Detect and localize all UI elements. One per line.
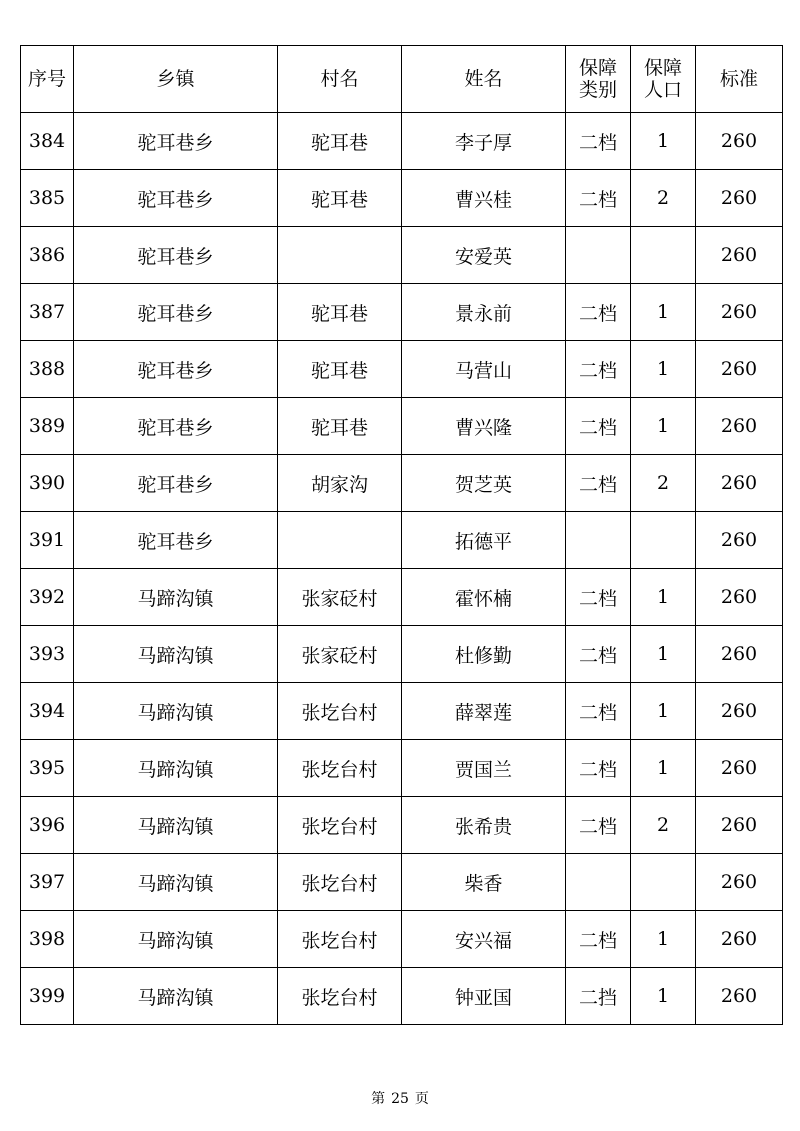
cell-village	[278, 227, 402, 284]
table-row	[21, 626, 783, 683]
cell-seq: 395	[21, 740, 74, 797]
cell-seq: 398	[21, 911, 74, 968]
cell-people: 1	[631, 398, 696, 455]
cell-name: 曹兴隆	[402, 398, 566, 455]
cell-people: 1	[631, 740, 696, 797]
table-header-row	[21, 46, 783, 113]
table-row	[21, 854, 783, 911]
page-footer	[0, 1088, 800, 1108]
cell-people: 1	[631, 569, 696, 626]
table-row	[21, 911, 783, 968]
cell-name: 曹兴桂	[402, 170, 566, 227]
cell-name: 霍怀楠	[402, 569, 566, 626]
cell-people	[631, 512, 696, 569]
cell-seq: 384	[21, 113, 74, 170]
cell-category: 二档	[566, 284, 631, 341]
cell-seq: 385	[21, 170, 74, 227]
cell-people	[631, 854, 696, 911]
cell-village: 胡家沟	[278, 455, 402, 512]
cell-people: 1	[631, 911, 696, 968]
cell-standard: 260	[696, 797, 783, 854]
cell-category: 二档	[566, 626, 631, 683]
cell-category: 二档	[566, 911, 631, 968]
table-row	[21, 569, 783, 626]
cell-seq: 391	[21, 512, 74, 569]
table-body	[21, 113, 783, 1025]
header-name: 姓名	[402, 46, 566, 113]
cell-seq: 399	[21, 968, 74, 1025]
cell-town: 驼耳巷乡	[74, 341, 278, 398]
cell-seq: 388	[21, 341, 74, 398]
cell-name: 柴香	[402, 854, 566, 911]
cell-village: 张圪台村	[278, 911, 402, 968]
cell-standard: 260	[696, 569, 783, 626]
table-row	[21, 341, 783, 398]
table-row	[21, 227, 783, 284]
cell-town: 驼耳巷乡	[74, 170, 278, 227]
assistance-roster-table	[20, 45, 783, 1025]
cell-seq: 393	[21, 626, 74, 683]
cell-category	[566, 854, 631, 911]
cell-people: 2	[631, 170, 696, 227]
footer-suffix: 页	[414, 1091, 429, 1107]
header-people: 保障人口	[631, 46, 696, 113]
cell-standard: 260	[696, 284, 783, 341]
cell-category: 二挡	[566, 968, 631, 1025]
cell-name: 钟亚国	[402, 968, 566, 1025]
table-row	[21, 455, 783, 512]
cell-standard: 260	[696, 170, 783, 227]
cell-standard: 260	[696, 683, 783, 740]
cell-seq: 390	[21, 455, 74, 512]
cell-standard: 260	[696, 227, 783, 284]
table-row	[21, 512, 783, 569]
cell-name: 马营山	[402, 341, 566, 398]
cell-standard: 260	[696, 113, 783, 170]
cell-people: 1	[631, 968, 696, 1025]
cell-village: 张圪台村	[278, 968, 402, 1025]
cell-village: 张圪台村	[278, 683, 402, 740]
table-row	[21, 683, 783, 740]
cell-town: 马蹄沟镇	[74, 683, 278, 740]
cell-town: 驼耳巷乡	[74, 227, 278, 284]
cell-name: 安爱英	[402, 227, 566, 284]
table-row	[21, 398, 783, 455]
header-category: 保障类别	[566, 46, 631, 113]
cell-people: 1	[631, 683, 696, 740]
cell-category: 二档	[566, 398, 631, 455]
cell-standard: 260	[696, 512, 783, 569]
cell-name: 李子厚	[402, 113, 566, 170]
footer-prefix: 第	[371, 1091, 386, 1107]
table-row	[21, 113, 783, 170]
cell-name: 景永前	[402, 284, 566, 341]
cell-village	[278, 512, 402, 569]
cell-people: 1	[631, 113, 696, 170]
cell-seq: 387	[21, 284, 74, 341]
cell-village: 驼耳巷	[278, 341, 402, 398]
cell-village: 驼耳巷	[278, 170, 402, 227]
cell-village: 张家砭村	[278, 626, 402, 683]
cell-town: 马蹄沟镇	[74, 569, 278, 626]
table-row	[21, 797, 783, 854]
cell-name: 安兴福	[402, 911, 566, 968]
cell-village: 张圪台村	[278, 740, 402, 797]
cell-people: 2	[631, 797, 696, 854]
cell-town: 驼耳巷乡	[74, 455, 278, 512]
cell-name: 贾国兰	[402, 740, 566, 797]
cell-standard: 260	[696, 341, 783, 398]
cell-category: 二档	[566, 740, 631, 797]
cell-people	[631, 227, 696, 284]
cell-village: 驼耳巷	[278, 398, 402, 455]
cell-town: 马蹄沟镇	[74, 854, 278, 911]
cell-name: 薛翠莲	[402, 683, 566, 740]
header-village: 村名	[278, 46, 402, 113]
cell-town: 马蹄沟镇	[74, 626, 278, 683]
cell-category: 二档	[566, 113, 631, 170]
cell-standard: 260	[696, 911, 783, 968]
header-standard: 标准	[696, 46, 783, 113]
cell-standard: 260	[696, 398, 783, 455]
cell-seq: 392	[21, 569, 74, 626]
cell-town: 马蹄沟镇	[74, 740, 278, 797]
cell-people: 1	[631, 626, 696, 683]
cell-village: 驼耳巷	[278, 284, 402, 341]
table-row	[21, 968, 783, 1025]
cell-town: 马蹄沟镇	[74, 968, 278, 1025]
table-row	[21, 284, 783, 341]
cell-standard: 260	[696, 455, 783, 512]
cell-standard: 260	[696, 968, 783, 1025]
cell-category: 二档	[566, 683, 631, 740]
cell-people: 2	[631, 455, 696, 512]
cell-name: 杜修勤	[402, 626, 566, 683]
table-row	[21, 740, 783, 797]
table-row	[21, 170, 783, 227]
cell-town: 驼耳巷乡	[74, 512, 278, 569]
cell-name: 拓德平	[402, 512, 566, 569]
cell-village: 张圪台村	[278, 797, 402, 854]
cell-name: 贺芝英	[402, 455, 566, 512]
cell-name: 张希贵	[402, 797, 566, 854]
cell-category: 二档	[566, 455, 631, 512]
cell-people: 1	[631, 284, 696, 341]
cell-category	[566, 512, 631, 569]
cell-seq: 389	[21, 398, 74, 455]
cell-category: 二档	[566, 797, 631, 854]
cell-seq: 396	[21, 797, 74, 854]
cell-seq: 394	[21, 683, 74, 740]
cell-seq: 397	[21, 854, 74, 911]
header-town: 乡镇	[74, 46, 278, 113]
cell-village: 张家砭村	[278, 569, 402, 626]
cell-category: 二档	[566, 341, 631, 398]
cell-standard: 260	[696, 740, 783, 797]
cell-town: 驼耳巷乡	[74, 284, 278, 341]
cell-village: 张圪台村	[278, 854, 402, 911]
page-number: 25	[391, 1091, 409, 1107]
cell-category: 二档	[566, 569, 631, 626]
cell-standard: 260	[696, 626, 783, 683]
cell-town: 驼耳巷乡	[74, 398, 278, 455]
cell-category	[566, 227, 631, 284]
cell-category: 二档	[566, 170, 631, 227]
header-seq: 序号	[21, 46, 74, 113]
cell-seq: 386	[21, 227, 74, 284]
cell-town: 马蹄沟镇	[74, 911, 278, 968]
cell-village: 驼耳巷	[278, 113, 402, 170]
cell-town: 驼耳巷乡	[74, 113, 278, 170]
cell-people: 1	[631, 341, 696, 398]
cell-town: 马蹄沟镇	[74, 797, 278, 854]
cell-standard: 260	[696, 854, 783, 911]
